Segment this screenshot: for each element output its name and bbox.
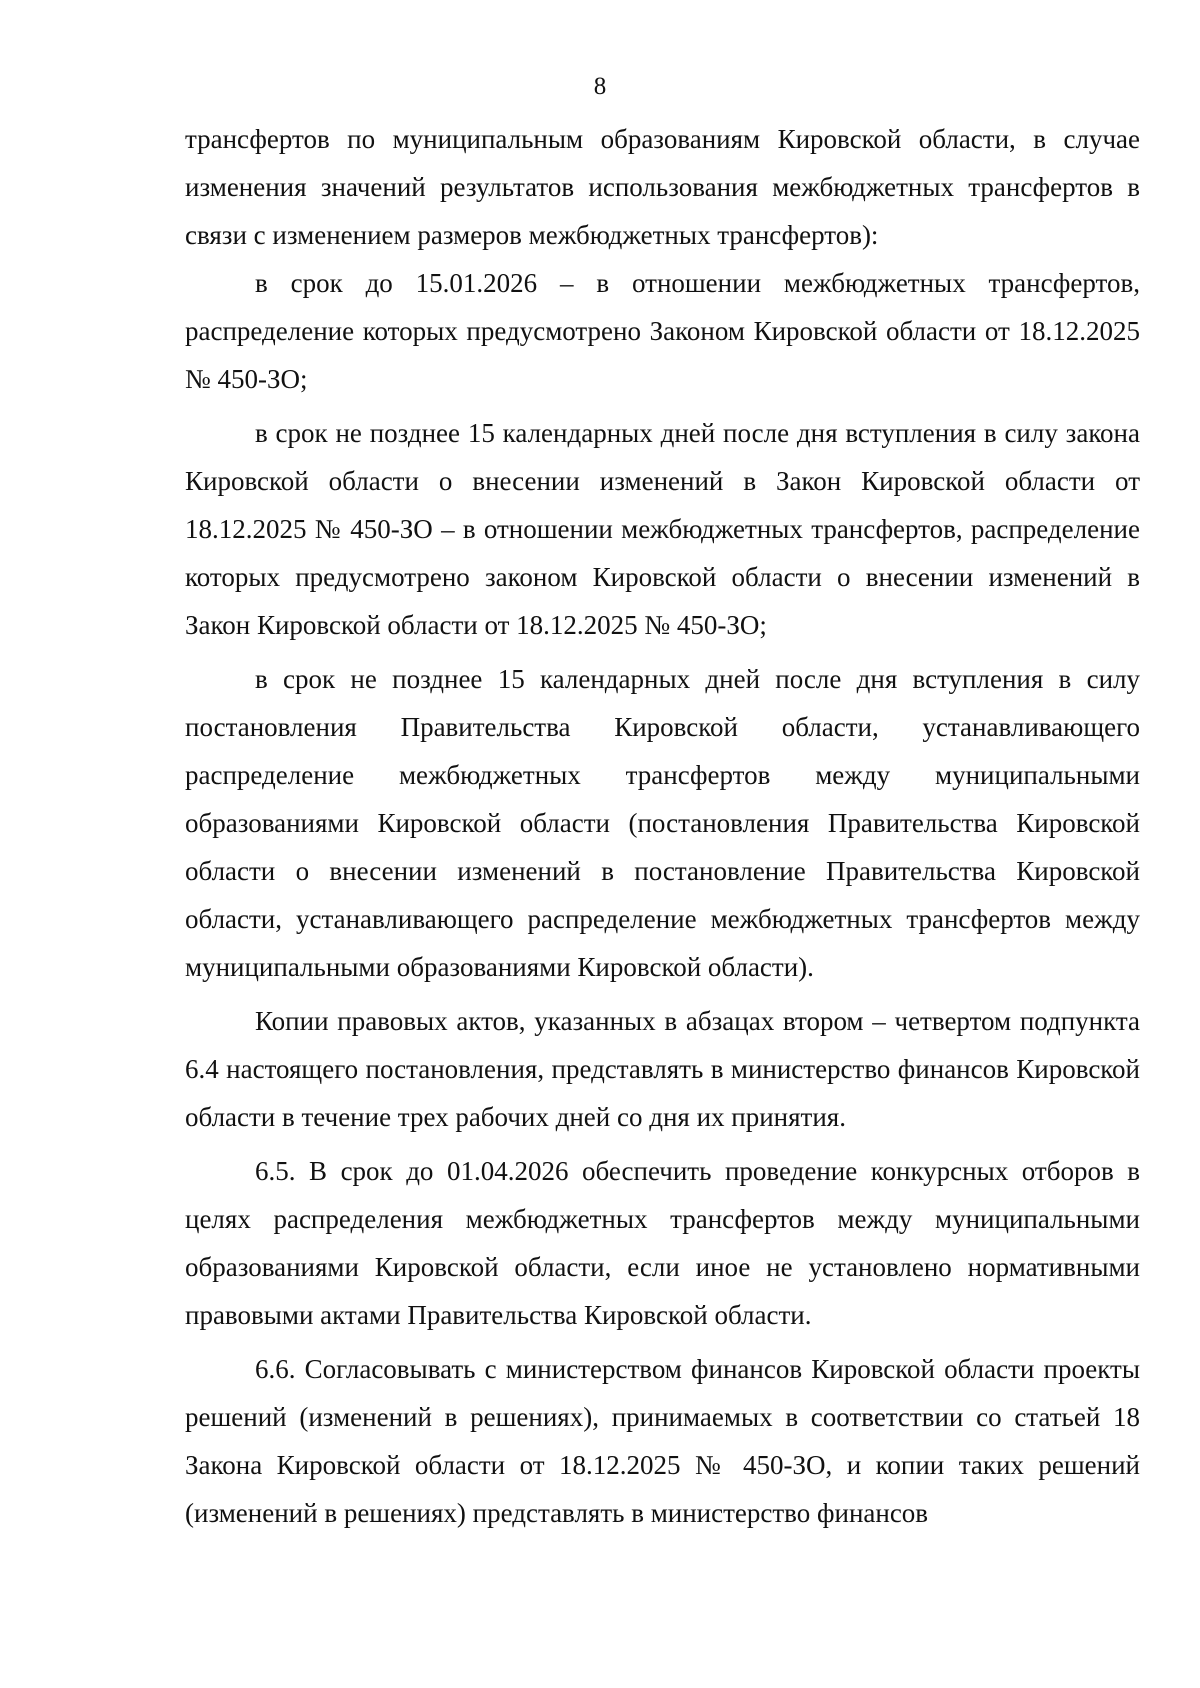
document-body xyxy=(185,115,1140,1537)
paragraph: Копии правовых актов, указанных в абзацах втором – четвертом подпункта 6.4 настоящего постановления, представлять в министерство финансов Кировской области в течение трех рабочих дней со дня их принятия. xyxy=(185,1006,1140,1132)
paragraph: в срок не позднее 15 календарных дней после дня вступления в силу постановления Правительства Кировской области, устанавливающего распределение межбюджетных трансфертов между муниципальными образованиями Кировской области (постановления Правительства Кировской области о внесении изменений в постановление Правительства Кировской области, устанавливающего распределение межбюджетных трансфертов между муниципальными образованиями Кировской области). xyxy=(185,664,1140,982)
paragraph: 6.6. Согласовывать с министерством финансов Кировской области проекты решений (изменений в решениях), принимаемых в соответствии со статьей 18 Закона Кировской области от 18.12.2025 № 450-ЗО, и копии таких решений (изменений в решениях) представлять в министерство финансов xyxy=(185,1354,1140,1528)
paragraph: в срок не позднее 15 календарных дней после дня вступления в силу закона Кировской области о внесении изменений в Закон Кировской области от 18.12.2025 № 450-ЗО – в отношении межбюджетных трансфертов, распределение которых предусмотрено законом Кировской области о внесении изменений в Закон Кировской области от 18.12.2025 № 450-ЗО; xyxy=(185,418,1140,640)
paragraph: трансфертов по муниципальным образованиям Кировской области, в случае изменения значений результатов использования межбюджетных трансфертов в связи с изменением размеров межбюджетных трансфертов): xyxy=(185,124,1140,250)
paragraph: 6.5. В срок до 01.04.2026 обеспечить проведение конкурсных отборов в целях распределения межбюджетных трансфертов между муниципальными образованиями Кировской области, если иное не установлено нормативными правовыми актами Правительства Кировской области. xyxy=(185,1156,1140,1330)
page-number: 8 xyxy=(593,73,607,100)
paragraph: в срок до 15.01.2026 – в отношении межбюджетных трансфертов, распределение которых предусмотрено Законом Кировской области от 18.12.2025 № 450-ЗО; xyxy=(185,268,1140,394)
